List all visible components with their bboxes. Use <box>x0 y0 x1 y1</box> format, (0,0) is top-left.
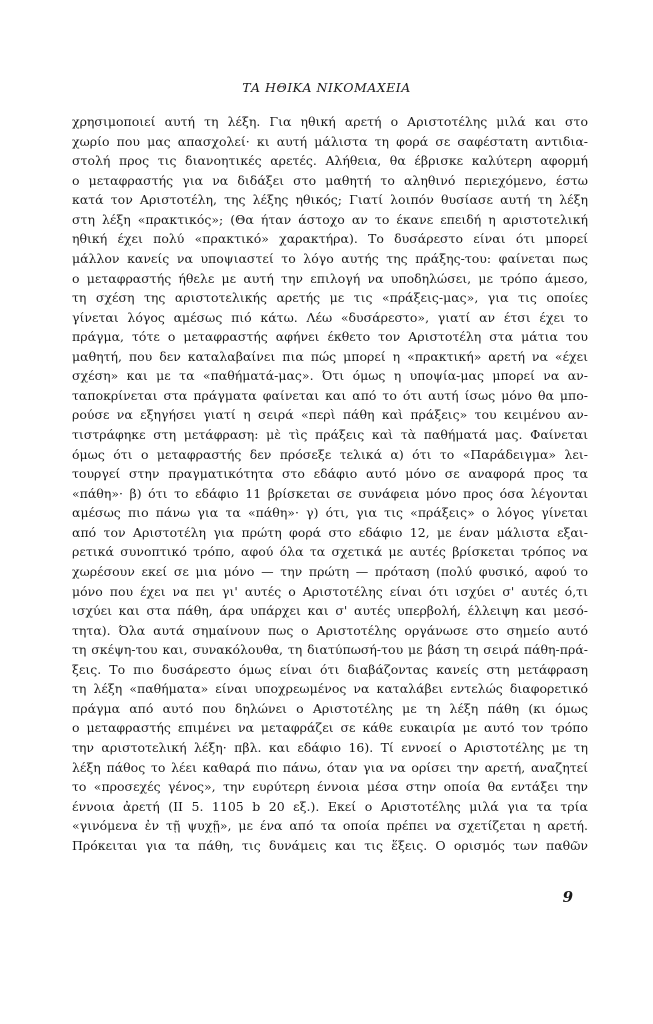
text-line: ο μεταφραστής για να διδάξει στο μαθητή το αληθινό περιεχόμενο, έστω <box>72 172 588 188</box>
text-line: χρησιμοποιεί αυτή τη λέξη. Για ηθική αρετή ο Αριστοτέλης μιλά και στο <box>72 114 588 129</box>
text-line: ρούσε να εξηγήσει γιατί η σειρά «περὶ πάθη καὶ πράξεις» του κειμένου αν- <box>72 407 588 423</box>
text-line: Πρόκειται για τα πάθη, τις δυνάμεις και τις ἕξεις. Ο ορισμός των παθῶν <box>72 837 588 853</box>
text-line: ρετικά συνοπτικό τρόπο, αφού όλα τα σχετικά με αυτές βρίσκεται τρόπος να <box>72 544 588 560</box>
text-line: ταποκρίνεται στα πράγματα φαίνεται και από το ότι αυτή ίσως μόνο θα μπο- <box>72 387 588 403</box>
text-line: ισχύει και στα πάθη, άρα υπάρχει και σ' αυτές υπερβολή, έλλειψη και μεσό- <box>72 603 588 619</box>
text-line: στη λέξη «πρακτικός»; (Θα ήταν άστοχο αν το έκανε επειδή η αριστοτελική <box>72 211 588 227</box>
text-line: στολή προς τις διανοητικές αρετές. Αλήθεια, θα έβρισκε καλύτερη αφορμή <box>72 153 588 169</box>
text-line: μόνο που έχει να πει γι' αυτές ο Αριστοτέλης είναι ότι ισχύει σ' αυτές ό,τι <box>72 583 588 599</box>
text-line: όμως ότι ο μεταφραστής δεν πρόσεξε τελικά α) ότι το «Παράδειγμα» λει- <box>72 446 588 462</box>
text-line: τητα). Όλα αυτά σημαίνουν πως ο Αριστοτέλης οργάνωσε στο σημείο αυτό <box>72 622 588 638</box>
text-line: ο μεταφραστής ήθελε με αυτή την επιλογή να υποδηλώσει, με τρόπο άμεσο, <box>72 270 588 286</box>
text-line: γίνεται λόγος αμέσως πιό κάτω. Λέω «δυσάρεστο», γιατί αν έτσι έχει το <box>72 309 588 325</box>
text-line: μαθητή, που δεν καταλαβαίνει πια πώς μπορεί η «πρακτική» αρετή να «έχει <box>72 348 588 364</box>
text-line: αμέσως πιο πάνω για τα «πάθη»· γ) ότι, για τις «πράξεις» ο λόγος γίνεται <box>72 505 588 521</box>
text-line: «πάθη»· β) ότι το εδάφιο 11 βρίσκεται σε συνάφεια μόνο προς όσα λέγονται <box>72 485 588 501</box>
text-line: τουργεί στην πραγματικότητα στο εδάφιο αυτό μόνο σε αναφορά προς τα <box>72 466 588 482</box>
text-line: ηθική έχει πολύ «πρακτικό» χαρακτήρα). Το δυσάρεστο είναι ότι μπορεί <box>72 231 588 247</box>
text-line: το «προσεχές γένος», την ευρύτερη έννοια μέσα στην οποία θα εντάξει την <box>72 779 588 795</box>
text-line: τη σχέση της αριστοτελικής αρετής με τις «πράξεις-μας», για τις οποίες <box>72 290 588 306</box>
text-line: μάλλον κανείς να υποψιαστεί το λόγο αυτής της πράξης-του: φαίνεται πως <box>72 250 588 266</box>
text-line: από τον Αριστοτέλη για πρώτη φορά στο εδάφιο 12, με έναν μάλιστα εξαι- <box>72 524 588 540</box>
text-line: πράγμα από αυτό που δηλώνει ο Αριστοτέλης με τη λέξη πάθη (κι όμως <box>72 700 588 716</box>
text-line: σχέση» και με τα «παθήματά-μας». Ότι όμως η υποψία-μας μπορεί να αν- <box>72 368 588 384</box>
text-line: ο μεταφραστής επιμένει να μεταφράζει σε κάθε ευκαιρία με αυτό τον τρόπο <box>72 720 588 736</box>
text-line: έννοια ἀρετή (ΙΙ 5. 1105 b 20 εξ.). Εκεί ο Αριστοτέλης μιλά για τα τρία <box>72 798 588 814</box>
text-line: τιστράφηκε στη μετάφραση: μὲ τὶς πράξεις καὶ τὰ παθήματά μας. Φαίνεται <box>72 427 588 442</box>
text-line: την αριστοτελική λέξη· πβλ. και εδάφιο 16). Τί εννοεί ο Αριστοτέλης με τη <box>72 740 588 755</box>
running-head: ΤΑ ΗΘΙΚΑ ΝΙΚΟΜΑΧΕΙΑ <box>242 80 411 95</box>
text-line: χωρέσουν εκεί σε μια μόνο — την πρώτη — πρόταση (πολύ φυσικό, αφού το <box>72 563 588 579</box>
text-line: πράγμα, τότε ο μεταφραστής αφήνει έκθετο τον Αριστοτέλη στα μάτια του <box>72 329 588 345</box>
text-line: κατά τον Αριστοτέλη, της λέξης ηθικός; Γιατί λοιπόν θυσίασε αυτή τη λέξη <box>72 192 588 208</box>
text-line: χωρίο που μας απασχολεί· κι αυτή μάλιστα τη φορά σε σαφέστατη αντιδια- <box>72 133 588 149</box>
body-text <box>72 112 588 855</box>
text-line: ξεις. Το πιο δυσάρεστο όμως είναι ότι διαβάζοντας κανείς στη μετάφραση <box>72 661 588 677</box>
text-line: «γινόμενα ἐν τῇ ψυχῇ», με ένα από τα οποία πρέπει να σχετίζεται η αρετή. <box>72 818 588 834</box>
page-number: 9 <box>562 888 573 906</box>
text-line: τη σκέψη-του και, συνακόλουθα, τη διατύπωσή-του με βάση τη σειρά πάθη-πρά- <box>72 642 588 658</box>
text-line: λέξη πάθος το λέει καθαρά πιο πάνω, όταν για να ορίσει την αρετή, αναζητεί <box>72 759 588 775</box>
text-line: τη λέξη «παθήματα» είναι υποχρεωμένος να καταλάβει εντελώς διαφορετικό <box>72 681 588 697</box>
